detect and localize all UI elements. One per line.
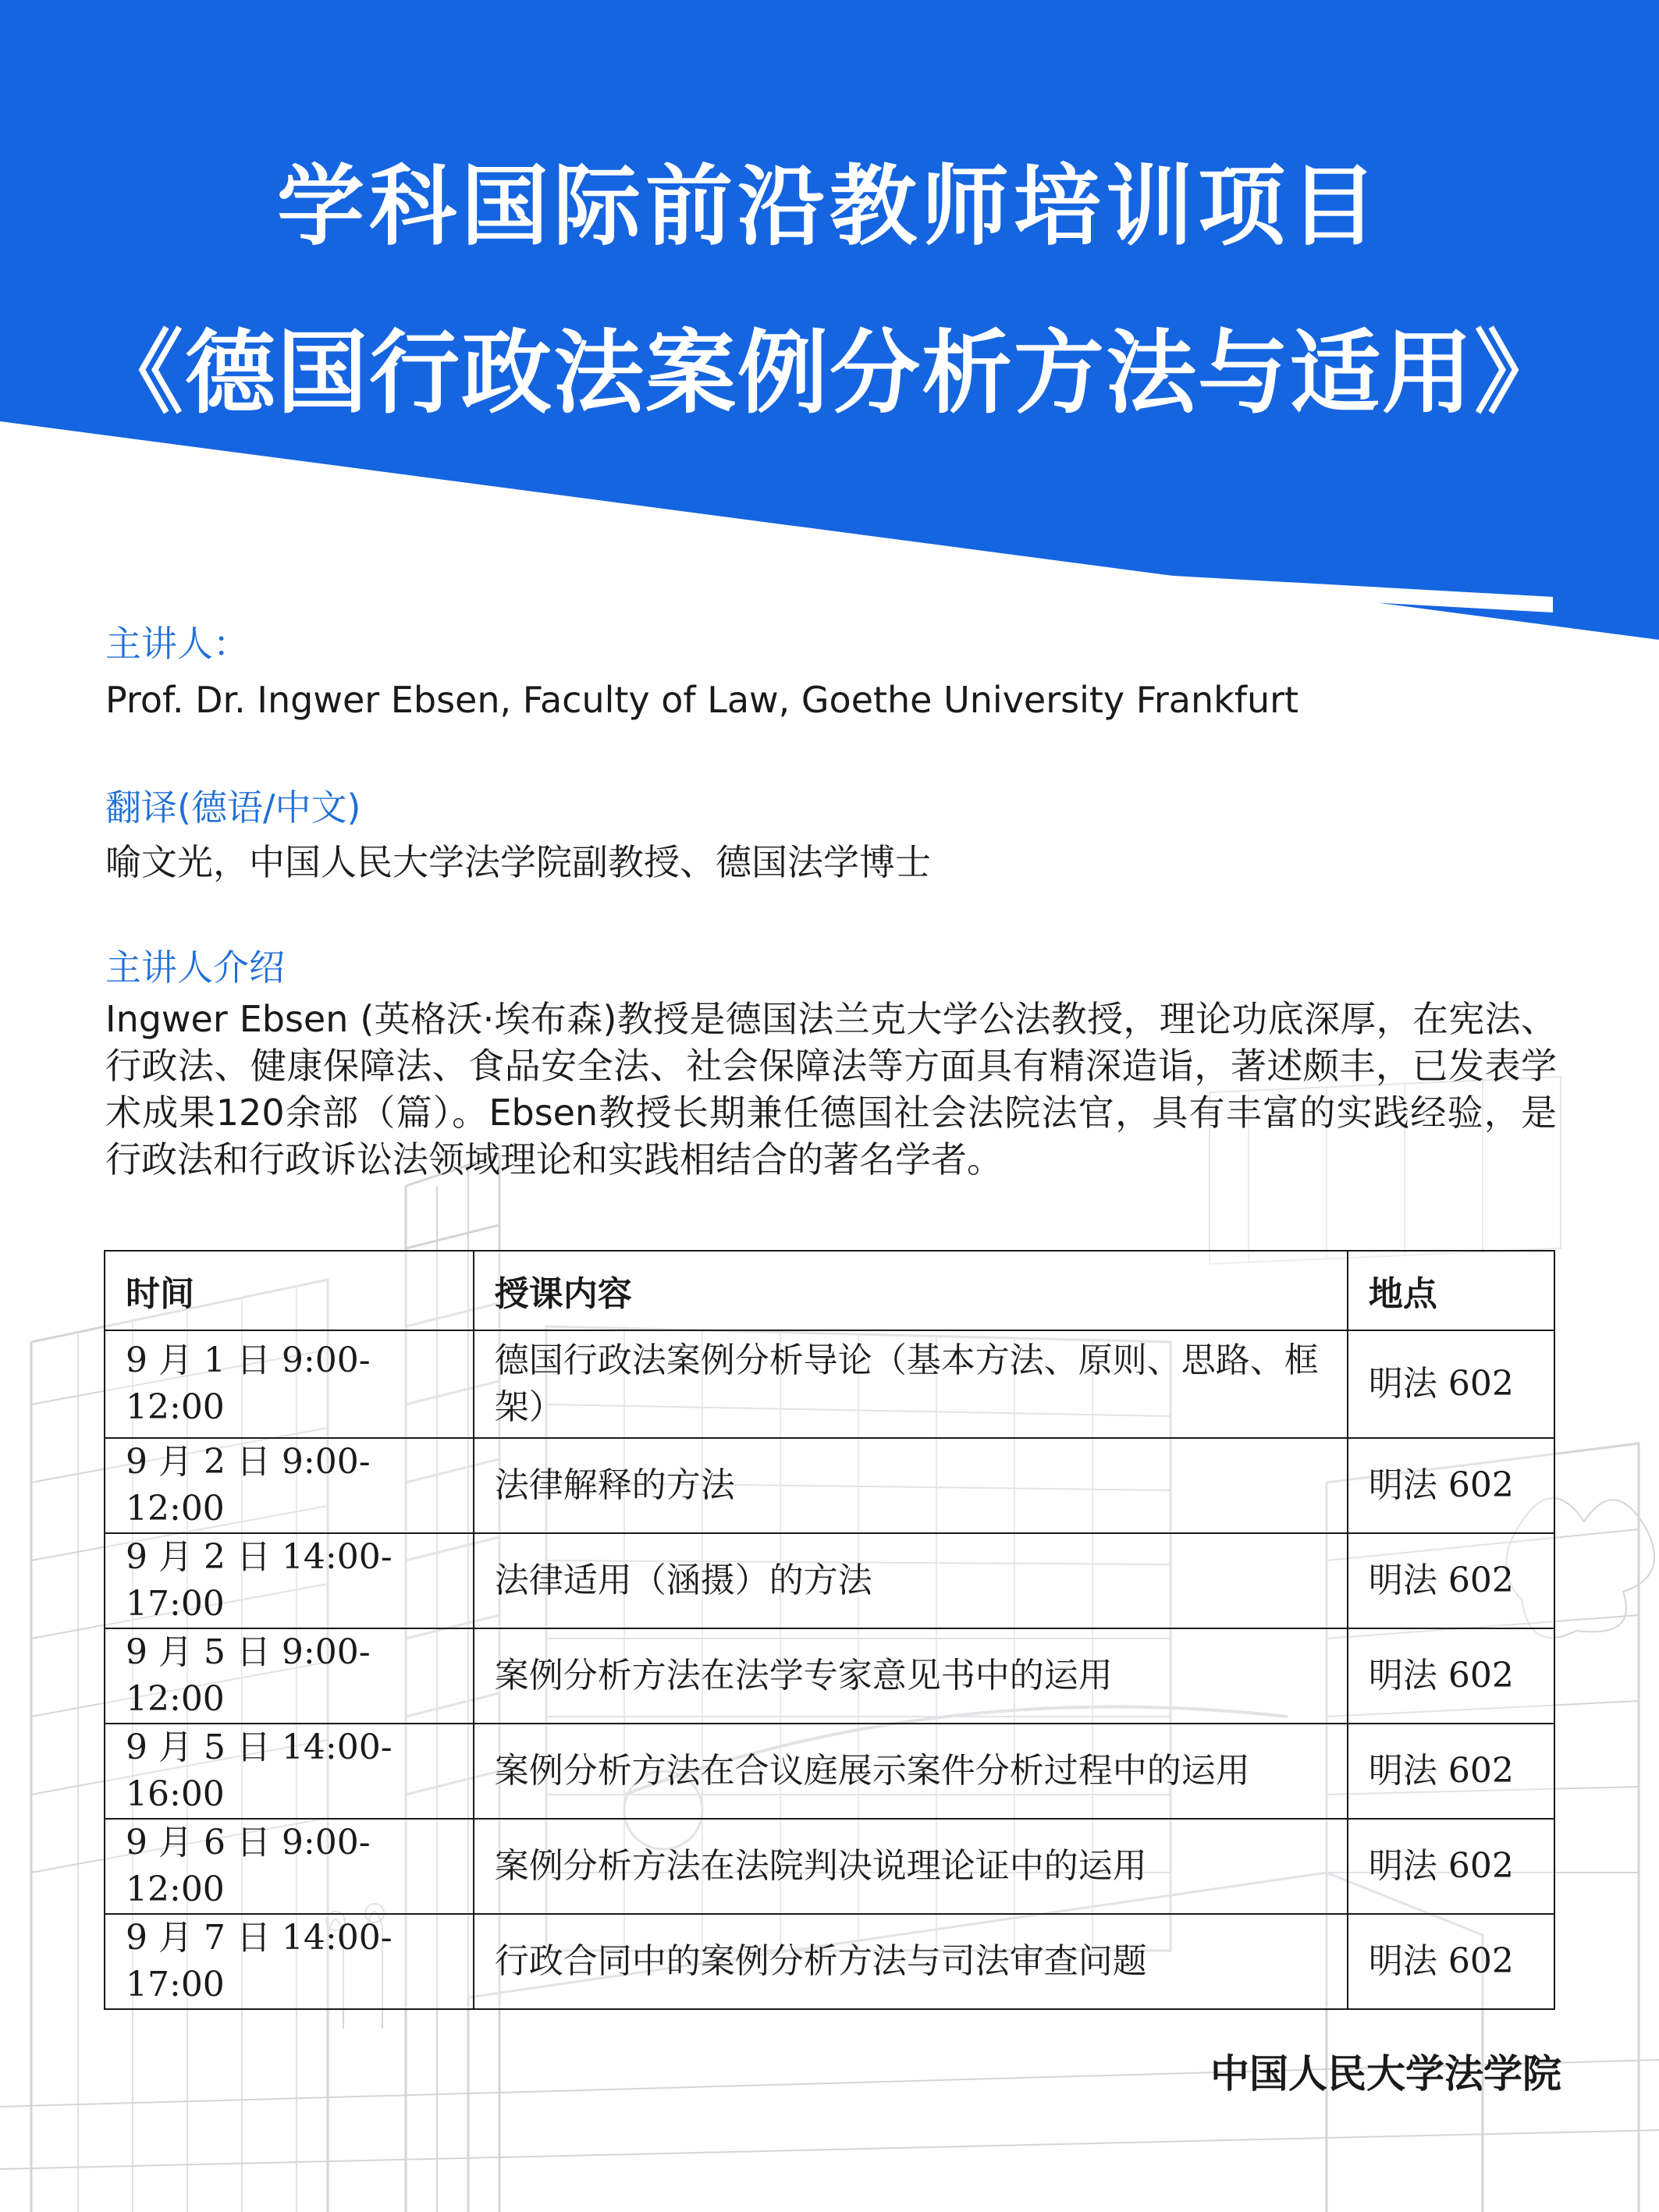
header-content: 授课内容 <box>474 1251 1348 1330</box>
cell-place: 明法 602 <box>1348 1533 1554 1628</box>
table-row <box>105 1438 1554 1533</box>
speaker-name: Prof. Dr. Ingwer Ebsen, Faculty of Law, Goethe University Frankfurt <box>105 679 1299 721</box>
cell-content: 案例分析方法在法学专家意见书中的运用 <box>474 1628 1348 1724</box>
cell-time: 9 月 2 日 9:00-12:00 <box>105 1438 474 1533</box>
table-row <box>105 1330 1554 1438</box>
cell-time: 9 月 5 日 14:00-16:00 <box>105 1724 474 1819</box>
cell-time: 9 月 2 日 14:00-17:00 <box>105 1533 474 1628</box>
cell-content: 法律解释的方法 <box>474 1438 1348 1533</box>
table-row <box>105 1819 1554 1914</box>
page-title: 学科国际前沿教师培训项目 <box>277 156 1382 257</box>
table-row <box>105 1533 1554 1628</box>
cell-place: 明法 602 <box>1348 1628 1554 1724</box>
cell-time: 9 月 1 日 9:00-12:00 <box>105 1330 474 1438</box>
table-row <box>105 1628 1554 1724</box>
cell-time: 9 月 6 日 9:00-12:00 <box>105 1819 474 1914</box>
translator-section <box>105 784 1557 887</box>
cell-content: 行政合同中的案例分析方法与司法审查问题 <box>474 1914 1348 2009</box>
table-row <box>105 1724 1554 1819</box>
cell-place: 明法 602 <box>1348 1914 1554 2009</box>
schedule-table <box>104 1250 1555 2010</box>
translator-name: 喻文光，中国人民大学法学院副教授、德国法学博士 <box>105 841 931 883</box>
cell-place: 明法 602 <box>1348 1819 1554 1914</box>
header-time: 时间 <box>105 1251 474 1330</box>
cell-place: 明法 602 <box>1348 1330 1554 1438</box>
cell-content: 法律适用（涵摄）的方法 <box>474 1533 1348 1628</box>
intro-label: 主讲人介绍 <box>105 946 285 989</box>
page-subtitle: 《德国行政法案例分析方法与适用》 <box>93 321 1566 426</box>
schedule-header-row <box>105 1251 1554 1330</box>
intro-text: Ingwer Ebsen (英格沃·埃布森)教授是德国法兰克大学公法教授，理论功底深厚，在宪法、行政法、健康保障法、食品安全法、社会保障法等方面具有精深造诣，著述颇丰，已发表学术成果120余部（篇）。Ebsen教授长期兼任德国社会法院法官，具有丰富的实践经验，是行政法和行政诉讼法领域理论和实践相结合的著名学者。 <box>105 998 1557 1181</box>
footer-organization: 中国人民大学法学院 <box>1210 2051 1561 2097</box>
speaker-label: 主讲人： <box>105 623 249 665</box>
cell-place: 明法 602 <box>1348 1438 1554 1533</box>
cell-content: 德国行政法案例分析导论（基本方法、原则、思路、框架） <box>474 1330 1348 1438</box>
intro-section <box>105 944 1557 1183</box>
speaker-section <box>105 620 1557 725</box>
cell-content: 案例分析方法在合议庭展示案件分析过程中的运用 <box>474 1724 1348 1819</box>
cell-time: 9 月 5 日 9:00-12:00 <box>105 1628 474 1724</box>
table-row <box>105 1914 1554 2009</box>
cell-time: 9 月 7 日 14:00-17:00 <box>105 1914 474 2009</box>
cell-content: 案例分析方法在法院判决说理论证中的运用 <box>474 1819 1348 1914</box>
header-place: 地点 <box>1348 1251 1554 1330</box>
cell-place: 明法 602 <box>1348 1724 1554 1819</box>
translator-label: 翻译(德语/中文) <box>105 786 361 829</box>
